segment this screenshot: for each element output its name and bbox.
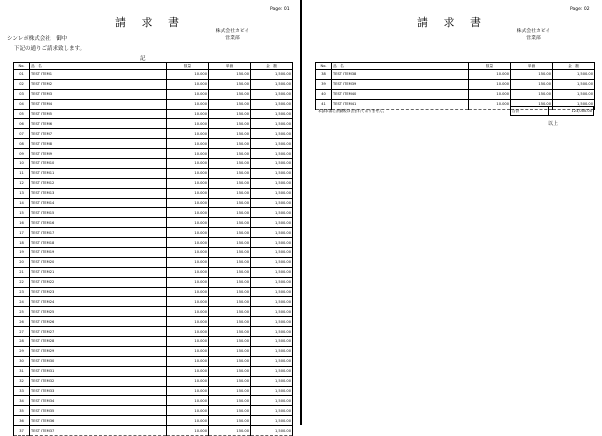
table-row xyxy=(14,238,293,248)
item-qty: 10.000 xyxy=(167,168,209,178)
tax-note: 本請求書に消費税は含まれておりません。 xyxy=(318,109,387,113)
issuer-company: 株式会社カビイ xyxy=(215,29,250,34)
item-no: 35 xyxy=(14,406,30,416)
item-amount: 1,500.00 xyxy=(251,149,293,159)
item-price: 150.00 xyxy=(511,70,553,80)
item-name: TEST ITEM1 xyxy=(30,70,167,80)
col-no-header: No. xyxy=(14,63,30,70)
item-qty: 10.000 xyxy=(167,119,209,129)
table-row xyxy=(14,178,293,188)
item-no: 33 xyxy=(14,386,30,396)
item-qty: 10.000 xyxy=(167,198,209,208)
item-price: 150.00 xyxy=(209,248,251,258)
table-row xyxy=(14,267,293,277)
item-amount: 1,500.00 xyxy=(251,297,293,307)
issuer-department: 営業部 xyxy=(225,35,240,41)
item-name: TEST ITEM24 xyxy=(30,297,167,307)
table-row xyxy=(14,366,293,376)
item-amount: 1,500.00 xyxy=(251,178,293,188)
table-row xyxy=(14,297,293,307)
table-row xyxy=(14,346,293,356)
col-name-header: 品 名 xyxy=(332,63,469,70)
table-row xyxy=(14,327,293,337)
item-price: 150.00 xyxy=(209,376,251,386)
item-name: TEST ITEM3 xyxy=(30,89,167,99)
items-table xyxy=(315,62,595,110)
item-amount: 1,500.00 xyxy=(251,287,293,297)
item-name: TEST ITEM13 xyxy=(30,188,167,198)
item-no: 22 xyxy=(14,277,30,287)
item-qty: 10.000 xyxy=(469,99,511,109)
table-row xyxy=(316,79,595,89)
item-qty: 10.000 xyxy=(167,376,209,386)
item-name: TEST ITEM6 xyxy=(30,119,167,129)
item-qty: 10.000 xyxy=(167,337,209,347)
item-name: TEST ITEM41 xyxy=(332,99,469,109)
table-row xyxy=(14,426,293,436)
item-no: 12 xyxy=(14,178,30,188)
table-row xyxy=(14,188,293,198)
item-qty: 10.000 xyxy=(167,218,209,228)
item-price: 150.00 xyxy=(209,406,251,416)
item-amount: 1,500.00 xyxy=(251,386,293,396)
item-price: 150.00 xyxy=(209,267,251,277)
table-row xyxy=(14,248,293,258)
item-qty: 10.000 xyxy=(167,267,209,277)
item-qty: 10.000 xyxy=(167,70,209,80)
invoice-page-2 xyxy=(302,0,602,425)
item-amount: 1,500.00 xyxy=(251,159,293,169)
item-no: 19 xyxy=(14,248,30,258)
item-amount: 1,500.00 xyxy=(251,356,293,366)
item-amount: 1,500.00 xyxy=(251,198,293,208)
table-row xyxy=(14,257,293,267)
item-price: 150.00 xyxy=(209,396,251,406)
item-qty: 10.000 xyxy=(167,149,209,159)
item-no: 15 xyxy=(14,208,30,218)
customer-name: シンレポ株式会社 御中 xyxy=(7,36,68,42)
table-row xyxy=(14,99,293,109)
item-qty: 10.000 xyxy=(469,70,511,80)
item-amount: 1,500.00 xyxy=(251,168,293,178)
items-body-1 xyxy=(14,70,293,436)
item-no: 06 xyxy=(14,119,30,129)
item-price: 150.00 xyxy=(209,297,251,307)
col-qty-header: 数量 xyxy=(469,63,511,70)
item-qty: 10.000 xyxy=(167,139,209,149)
item-amount: 1,500.00 xyxy=(251,317,293,327)
item-name: TEST ITEM27 xyxy=(30,327,167,337)
item-qty: 10.000 xyxy=(167,188,209,198)
item-qty: 10.000 xyxy=(167,287,209,297)
invoice-page-1 xyxy=(0,0,300,433)
item-amount: 1,500.00 xyxy=(553,70,595,80)
item-no: 25 xyxy=(14,307,30,317)
col-no-header: No. xyxy=(316,63,332,70)
item-no: 27 xyxy=(14,327,30,337)
item-qty: 10.000 xyxy=(469,79,511,89)
item-no: 29 xyxy=(14,346,30,356)
item-amount: 1,500.00 xyxy=(251,99,293,109)
issuer-block xyxy=(506,29,561,42)
item-no: 14 xyxy=(14,198,30,208)
table-header-row xyxy=(316,63,595,70)
item-name: TEST ITEM31 xyxy=(30,366,167,376)
col-amount-header: 金 額 xyxy=(553,63,595,70)
item-price: 150.00 xyxy=(209,109,251,119)
item-no: 41 xyxy=(316,99,332,109)
item-name: TEST ITEM19 xyxy=(30,248,167,258)
ki-mark: 記 xyxy=(140,56,146,62)
col-price-header: 単価 xyxy=(209,63,251,70)
item-name: TEST ITEM21 xyxy=(30,267,167,277)
item-price: 150.00 xyxy=(209,208,251,218)
item-amount: 1,500.00 xyxy=(251,277,293,287)
item-no: 11 xyxy=(14,168,30,178)
item-name: TEST ITEM8 xyxy=(30,139,167,149)
item-price: 150.00 xyxy=(209,178,251,188)
item-amount: 1,500.00 xyxy=(251,228,293,238)
item-qty: 10.000 xyxy=(167,327,209,337)
item-qty: 10.000 xyxy=(167,297,209,307)
item-no: 10 xyxy=(14,159,30,169)
item-amount: 1,500.00 xyxy=(251,406,293,416)
item-qty: 10.000 xyxy=(167,159,209,169)
item-no: 08 xyxy=(14,139,30,149)
table-row xyxy=(14,228,293,238)
item-amount: 1,500.00 xyxy=(251,337,293,347)
item-name: TEST ITEM11 xyxy=(30,168,167,178)
item-amount: 1,500.00 xyxy=(251,426,293,436)
page-number: Page: 02 xyxy=(570,7,590,12)
item-name: TEST ITEM36 xyxy=(30,416,167,426)
table-row xyxy=(14,356,293,366)
item-price: 150.00 xyxy=(209,159,251,169)
item-name: TEST ITEM4 xyxy=(30,99,167,109)
item-no: 34 xyxy=(14,396,30,406)
item-qty: 10.000 xyxy=(167,79,209,89)
item-qty: 10.000 xyxy=(167,317,209,327)
item-amount: 1,500.00 xyxy=(251,218,293,228)
item-amount: 1,500.00 xyxy=(553,79,595,89)
item-qty: 10.000 xyxy=(167,109,209,119)
item-no: 13 xyxy=(14,188,30,198)
table-row xyxy=(14,168,293,178)
item-qty: 10.000 xyxy=(167,228,209,238)
item-no: 02 xyxy=(14,79,30,89)
item-name: TEST ITEM34 xyxy=(30,396,167,406)
item-no: 20 xyxy=(14,257,30,267)
item-qty: 10.000 xyxy=(167,257,209,267)
item-name: TEST ITEM35 xyxy=(30,406,167,416)
item-qty: 10.000 xyxy=(167,346,209,356)
item-price: 150.00 xyxy=(209,307,251,317)
item-qty: 10.000 xyxy=(167,307,209,317)
item-name: TEST ITEM38 xyxy=(332,70,469,80)
table-row xyxy=(14,317,293,327)
item-no: 26 xyxy=(14,317,30,327)
item-name: TEST ITEM37 xyxy=(30,426,167,436)
col-amount-header: 金 額 xyxy=(251,63,293,70)
issuer-department: 営業部 xyxy=(526,35,541,41)
item-name: TEST ITEM12 xyxy=(30,178,167,188)
total-label: 合計 xyxy=(512,109,520,113)
item-qty: 10.000 xyxy=(167,416,209,426)
table-row xyxy=(14,70,293,80)
item-name: TEST ITEM23 xyxy=(30,287,167,297)
table-row xyxy=(14,129,293,139)
table-row xyxy=(14,287,293,297)
item-price: 150.00 xyxy=(209,89,251,99)
table-row xyxy=(14,89,293,99)
item-amount: 1,500.00 xyxy=(251,267,293,277)
item-name: TEST ITEM15 xyxy=(30,208,167,218)
item-name: TEST ITEM16 xyxy=(30,218,167,228)
item-price: 150.00 xyxy=(209,168,251,178)
item-price: 150.00 xyxy=(209,99,251,109)
item-no: 07 xyxy=(14,129,30,139)
item-amount: 1,500.00 xyxy=(251,109,293,119)
item-price: 150.00 xyxy=(209,119,251,129)
item-qty: 10.000 xyxy=(167,426,209,436)
page-number: Page: 01 xyxy=(270,7,290,12)
item-no: 16 xyxy=(14,218,30,228)
item-amount: 1,500.00 xyxy=(251,307,293,317)
item-name: TEST ITEM20 xyxy=(30,257,167,267)
item-price: 150.00 xyxy=(209,188,251,198)
item-amount: 1,500.00 xyxy=(251,208,293,218)
item-price: 150.00 xyxy=(209,287,251,297)
item-price: 150.00 xyxy=(209,346,251,356)
items-body-2 xyxy=(316,70,595,110)
item-price: 150.00 xyxy=(209,426,251,436)
item-name: TEST ITEM25 xyxy=(30,307,167,317)
item-name: TEST ITEM18 xyxy=(30,238,167,248)
item-qty: 10.000 xyxy=(167,406,209,416)
item-name: TEST ITEM7 xyxy=(30,129,167,139)
item-qty: 10.000 xyxy=(167,356,209,366)
item-no: 09 xyxy=(14,149,30,159)
table-row xyxy=(14,149,293,159)
item-price: 150.00 xyxy=(209,79,251,89)
item-price: 150.00 xyxy=(511,79,553,89)
item-name: TEST ITEM9 xyxy=(30,149,167,159)
item-price: 150.00 xyxy=(209,386,251,396)
item-no: 21 xyxy=(14,267,30,277)
table-row xyxy=(14,198,293,208)
total-value: 123,000.00 xyxy=(571,109,592,113)
item-amount: 1,500.00 xyxy=(251,119,293,129)
item-price: 150.00 xyxy=(209,356,251,366)
item-no: 40 xyxy=(316,89,332,99)
item-price: 150.00 xyxy=(209,238,251,248)
table-row xyxy=(14,376,293,386)
item-price: 150.00 xyxy=(209,228,251,238)
items-table xyxy=(13,62,293,436)
item-amount: 1,500.00 xyxy=(251,248,293,258)
table-row xyxy=(14,218,293,228)
item-amount: 1,500.00 xyxy=(251,89,293,99)
item-price: 150.00 xyxy=(209,327,251,337)
item-price: 150.00 xyxy=(209,366,251,376)
item-no: 17 xyxy=(14,228,30,238)
table-row xyxy=(14,337,293,347)
item-amount: 1,500.00 xyxy=(251,79,293,89)
item-qty: 10.000 xyxy=(167,248,209,258)
item-amount: 1,500.00 xyxy=(251,238,293,248)
table-row xyxy=(14,139,293,149)
table-row xyxy=(316,70,595,80)
table-row xyxy=(14,79,293,89)
item-price: 150.00 xyxy=(209,257,251,267)
item-qty: 10.000 xyxy=(167,99,209,109)
item-name: TEST ITEM29 xyxy=(30,346,167,356)
item-qty: 10.000 xyxy=(167,238,209,248)
total-separator xyxy=(548,106,549,116)
item-amount: 1,500.00 xyxy=(553,99,595,109)
item-no: 23 xyxy=(14,287,30,297)
col-qty-header: 数量 xyxy=(167,63,209,70)
item-qty: 10.000 xyxy=(167,396,209,406)
table-row xyxy=(14,159,293,169)
item-name: TEST ITEM14 xyxy=(30,198,167,208)
item-price: 150.00 xyxy=(209,129,251,139)
item-qty: 10.000 xyxy=(167,129,209,139)
item-name: TEST ITEM2 xyxy=(30,79,167,89)
item-no: 38 xyxy=(316,70,332,80)
item-price: 150.00 xyxy=(209,70,251,80)
end-mark: 以上 xyxy=(548,121,559,127)
item-name: TEST ITEM40 xyxy=(332,89,469,99)
item-amount: 1,500.00 xyxy=(251,366,293,376)
col-name-header: 品 名 xyxy=(30,63,167,70)
item-name: TEST ITEM5 xyxy=(30,109,167,119)
issuer-block xyxy=(205,29,260,42)
item-amount: 1,500.00 xyxy=(553,89,595,99)
table-row xyxy=(14,406,293,416)
item-name: TEST ITEM33 xyxy=(30,386,167,396)
item-name: TEST ITEM32 xyxy=(30,376,167,386)
item-amount: 1,500.00 xyxy=(251,346,293,356)
issuer-company: 株式会社カビイ xyxy=(516,29,551,34)
item-no: 05 xyxy=(14,109,30,119)
item-amount: 1,500.00 xyxy=(251,396,293,406)
invoice-title: 請 求 書 xyxy=(115,16,185,29)
item-no: 28 xyxy=(14,337,30,347)
item-no: 03 xyxy=(14,89,30,99)
item-amount: 1,500.00 xyxy=(251,327,293,337)
item-no: 39 xyxy=(316,79,332,89)
item-amount: 1,500.00 xyxy=(251,70,293,80)
item-price: 150.00 xyxy=(209,218,251,228)
item-qty: 10.000 xyxy=(167,386,209,396)
item-name: TEST ITEM28 xyxy=(30,337,167,347)
intro-text: 下記の通りご請求致します。 xyxy=(14,46,86,52)
item-qty: 10.000 xyxy=(167,89,209,99)
item-no: 24 xyxy=(14,297,30,307)
item-name: TEST ITEM22 xyxy=(30,277,167,287)
table-row xyxy=(14,386,293,396)
item-name: TEST ITEM30 xyxy=(30,356,167,366)
item-qty: 10.000 xyxy=(167,277,209,287)
item-no: 30 xyxy=(14,356,30,366)
item-no: 31 xyxy=(14,366,30,376)
table-row xyxy=(316,89,595,99)
item-price: 150.00 xyxy=(209,198,251,208)
item-amount: 1,500.00 xyxy=(251,376,293,386)
table-header-row xyxy=(14,63,293,70)
invoice-title: 請 求 書 xyxy=(417,16,487,29)
item-amount: 1,500.00 xyxy=(251,139,293,149)
item-no: 01 xyxy=(14,70,30,80)
table-row xyxy=(14,109,293,119)
item-no: 36 xyxy=(14,416,30,426)
item-amount: 1,500.00 xyxy=(251,129,293,139)
item-price: 150.00 xyxy=(511,89,553,99)
item-qty: 10.000 xyxy=(167,178,209,188)
item-name: TEST ITEM10 xyxy=(30,159,167,169)
col-price-header: 単価 xyxy=(511,63,553,70)
table-row xyxy=(14,307,293,317)
item-price: 150.00 xyxy=(209,149,251,159)
item-price: 150.00 xyxy=(511,99,553,109)
item-price: 150.00 xyxy=(209,317,251,327)
item-amount: 1,500.00 xyxy=(251,257,293,267)
item-price: 150.00 xyxy=(209,277,251,287)
item-name: TEST ITEM39 xyxy=(332,79,469,89)
total-section xyxy=(315,106,594,116)
item-qty: 10.000 xyxy=(167,366,209,376)
item-price: 150.00 xyxy=(209,139,251,149)
table-row xyxy=(14,396,293,406)
item-price: 150.00 xyxy=(209,337,251,347)
table-row xyxy=(14,208,293,218)
table-row xyxy=(14,277,293,287)
item-no: 04 xyxy=(14,99,30,109)
item-no: 37 xyxy=(14,426,30,436)
item-amount: 1,500.00 xyxy=(251,416,293,426)
item-no: 18 xyxy=(14,238,30,248)
item-amount: 1,500.00 xyxy=(251,188,293,198)
item-qty: 10.000 xyxy=(167,208,209,218)
item-name: TEST ITEM17 xyxy=(30,228,167,238)
table-row xyxy=(14,416,293,426)
item-name: TEST ITEM26 xyxy=(30,317,167,327)
item-price: 150.00 xyxy=(209,416,251,426)
item-qty: 10.000 xyxy=(469,89,511,99)
table-row xyxy=(14,119,293,129)
item-no: 32 xyxy=(14,376,30,386)
